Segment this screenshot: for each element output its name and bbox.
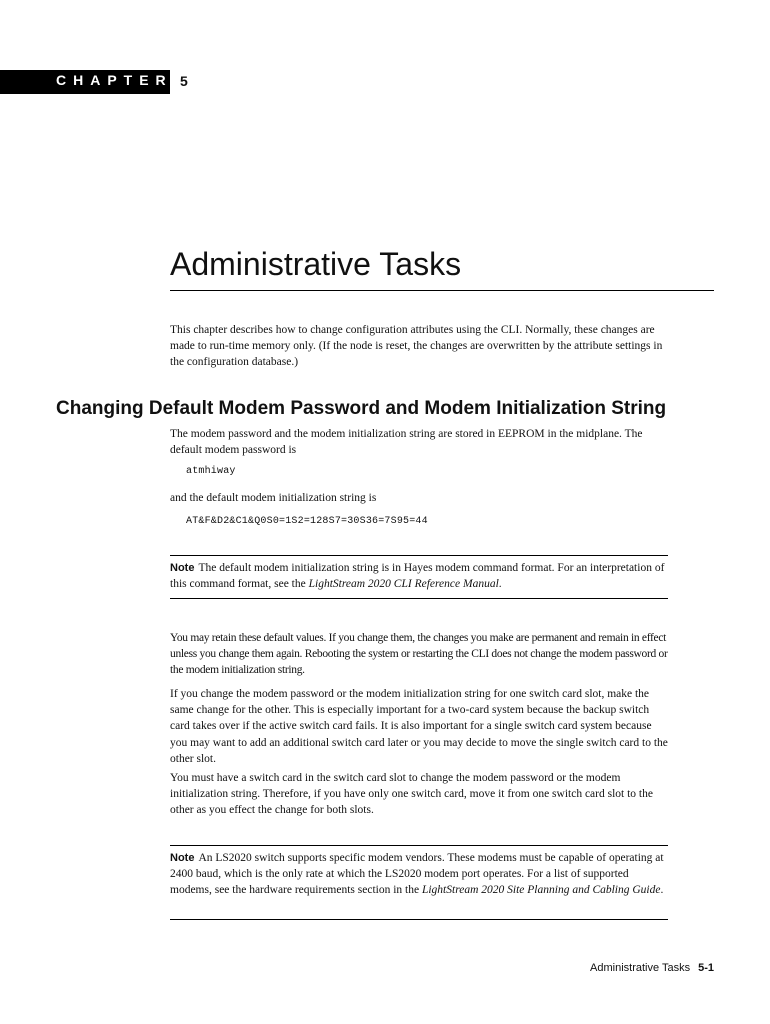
note-2-top-rule [170, 845, 668, 846]
chapter-number: 5 [180, 73, 188, 89]
section-paragraph-5: You must have a switch card in the switch card slot to change the modem password or the modem initialization string. Therefore, if you have only one switch card, move it from one switch card slot to the other as you effect the change for both slots. [170, 772, 653, 817]
note-2-reference: LightStream 2020 Site Planning and Cabling Guide [421, 884, 661, 897]
title-divider [170, 290, 714, 291]
note-1 [170, 560, 670, 592]
chapter-label: CHAPTER [56, 72, 173, 88]
note-1-reference: LightStream 2020 CLI Reference Manual [308, 578, 499, 591]
note-1-bottom-rule [170, 598, 668, 599]
default-password-code: atmhiway [186, 466, 236, 477]
page-title: Administrative Tasks [170, 246, 462, 282]
note-2-text: An LS2020 switch supports specific modem vendors. These modems must be capable of operating at 2400 baud, which is the only rate at which the LS2020 modem port operates. For a list of supported modems, see the hardware requirements section in the [170, 852, 664, 897]
intro-paragraph: This chapter describes how to change configuration attributes using the CLI. Normally, these changes are made to run-time memory only. (If the node is reset, the changes are overwritten by the attribute settings in the configuration database.) [170, 324, 663, 369]
note-1-text: The default modem initialization string is in Hayes modem command format. For an interpretation of this command format, see the [170, 562, 665, 591]
section-paragraph-2: and the default modem initialization string is [170, 492, 377, 504]
section-paragraph-3: You may retain these default values. If you change them, the changes you make are permanent and remain in effect unless you change them again. Rebooting the system or restarting the CLI does not change the modem password or the modem initialization string. [170, 632, 668, 677]
page-number: 5-1 [698, 962, 714, 974]
default-init-string-code: AT&F&D2&C1&Q0S0=1S2=128S7=30S36=7S95=44 [186, 516, 428, 527]
note-2-text-end: . [660, 884, 664, 897]
note-1-text-end: . [498, 578, 502, 591]
section-paragraph-4: If you change the modem password or the modem initialization string for one switch card slot, make the same change for the other. This is especially important for a two-card system because the backup switch card takes over if the active switch card fails. It is also important for a single switch card system because you may want to add an additional switch card later or you may decide to move the single switch card to the other slot. [170, 688, 668, 765]
section-paragraph-1: The modem password and the modem initialization string are stored in EEPROM in the midplane. The default modem password is [170, 428, 643, 457]
footer-title: Administrative Tasks [590, 962, 691, 974]
page-footer [590, 962, 714, 974]
note-2-bottom-rule [170, 919, 668, 920]
note-2 [170, 850, 670, 899]
note-1-top-rule [170, 555, 668, 556]
section-heading: Changing Default Modem Password and Modem Initialization String [56, 398, 667, 419]
note-1-label: Note [170, 562, 195, 574]
note-2-label: Note [170, 852, 195, 864]
